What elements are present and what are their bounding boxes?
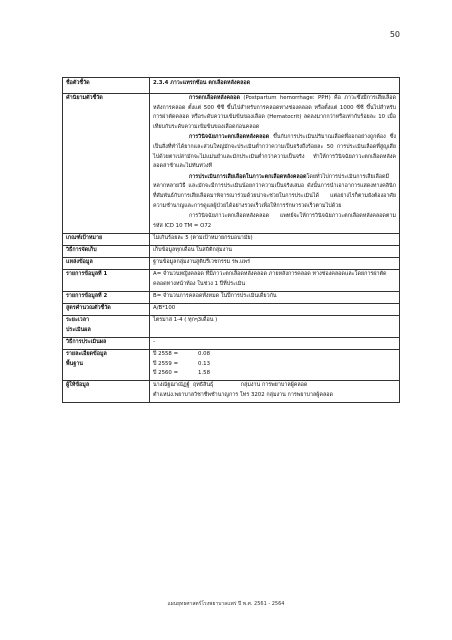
baseline-row — [63, 349, 400, 380]
baseline-value: 0.08 — [198, 351, 211, 358]
definition-label: คำนิยามตัวชี้วัด — [63, 93, 150, 233]
baseline-year: ปี 2559 = — [153, 360, 179, 367]
indicator-name-row — [63, 78, 400, 94]
provider-line-1: นางณัฐฌาณัฏฐ์ ฤทธิสินธุ์ กลุ่มงาน การพยาบาลผู้คลอด — [153, 382, 308, 389]
provider-line-2: ตำแหน่ง.พยาบาลวิชาชีพชำนาญการ โทร 3202 กลุ่มงาน การพยาบาลผู้คลอด — [153, 392, 334, 399]
source-label: แหล่งข้อมูล — [63, 257, 150, 269]
definition-p2-text: ขึ้นกับการประเมินปริมาณเลือดที่ออกอย่างถูกต้อง ซึ่งเป็นสิ่งที่ทำได้ยากและส่วนใหญ่มักจะประเมินต่ำกว่าความเป็นจริงถึงร้อยละ 50 การประเมินเลือดที่สูญเสียไปด้วยตาเปล่ามักจะไม่แม่นยำและมักประเมินต่ำกว่าความเป็นจริง ทำให้การวินิจฉัยภาวะตกเลือดหลังคลอดล่าช้าและไม่ทันท่วงที — [153, 134, 396, 170]
variable-2-label: รายการข้อมูลที่ 2 — [63, 291, 150, 303]
definition-paragraph-4: การวินิจฉัยภาวะตกเลือดหลังคลอด แพทย์จะให้การวินิจฉัยภาวะตกเลือดหลังคลอดตามรหัส ICD 10 TM = O72 — [153, 213, 396, 229]
target-label: เกณฑ์เป้าหมาย — [63, 233, 150, 245]
baseline-label — [63, 349, 150, 380]
period-label-line-2: ประเมินผล — [66, 326, 91, 333]
baseline-item — [153, 350, 396, 360]
page-number: 50 — [389, 30, 400, 39]
baseline-value: 1.58 — [198, 370, 211, 377]
baseline-item — [153, 360, 396, 370]
definition-paragraph-3 — [153, 173, 396, 211]
definition-cell — [150, 93, 400, 233]
definition-paragraph-1 — [153, 94, 396, 132]
baseline-label-line-2: พื้นฐาน — [66, 360, 83, 367]
definition-p2-lead: การวินิจฉัยภาวะตกเลือดหลังคลอด — [189, 134, 270, 141]
provider-label: ผู้ให้ข้อมูล — [63, 380, 150, 402]
variable-1-label: รายการข้อมูลที่ 1 — [63, 269, 150, 291]
variable-2-value: B= จำนวนการคลอดทั้งหมด ในปีการประเมินเดียวกัน — [150, 291, 400, 303]
formula-label: สูตรคำนวณตัวชี้วัด — [63, 303, 150, 315]
definition-p1-lead: การตกเลือดหลังคลอด — [189, 95, 240, 101]
period-label — [63, 315, 150, 337]
method-row — [63, 337, 400, 349]
method-label: วิธีการประเมินผล — [63, 337, 150, 349]
target-value: ไม่เกินร้อยละ 5 (ตามเป้าหมายกรมอนามัย) — [150, 233, 400, 245]
baseline-values — [150, 349, 400, 380]
page-footer: แผนยุทธศาสตร์โรงพยาบาลแพร่ ปี พ.ศ. 2561 - 2564 — [167, 601, 285, 607]
period-value: ไตรมาส 1-4 ( ทุกๆ3เดือน ) — [150, 315, 400, 337]
formula-value: A/B*100 — [150, 303, 400, 315]
definition-row — [63, 93, 400, 233]
definition-p1-text: (Postpartum hemorrhage: PPH) คือ ภาวะซึ่งมีการเสียเลือดหลังการคลอด ตั้งแต่ 500 ซีซี ขึ้นไปสำหรับการคลอดทางช่องคลอด หรือตั้งแต่ 1000 ซีซี ขึ้นไปสำหรับการผ่าตัดคลอด หรือระดับความเข้มข้นของเลือด (Hematocrit) ลดลงมากกว่าหรือเท่ากับร้อยละ 10 เมื่อเทียบกับระดับความเข้มข้นของเลือดก่อนคลอด — [153, 95, 396, 130]
definition-p3-text: โดยทั่วไปการประเมินการเสียเลือดมีหลากหลายวิธี และมักจะมีการประเมินน้อยกว่าความเป็นจริงเสมอ ดังนั้นการนำเอาอาการแสดงทางคลินิกที่สัมพันธ์กับการเสียเลือดมาพิจารณาร่วมด้วยน่าจะช่วยในการประเมินได้ แต่อย่างไรก็ตามยังต้องอาศัยความชำนาญและการดูแลผู้ป่วยได้อย่างรวดเร็วเพื่อให้การรักษารวดเร็วตามไปด้วย — [153, 173, 396, 209]
collection-value: เก็บข้อมูลทุกเดือน ในสถิติกลุ่มงาน — [150, 245, 400, 257]
source-row — [63, 257, 400, 269]
indicator-table — [62, 77, 400, 403]
formula-row — [63, 303, 400, 315]
provider-value — [150, 380, 400, 402]
baseline-value: 0.13 — [198, 360, 211, 367]
baseline-year: ปี 2558 = — [153, 351, 179, 358]
baseline-item — [153, 369, 396, 379]
source-value: ฐานข้อมูลกลุ่มงานสูติบรีเวชกรรม รพ.แพร่ — [150, 257, 400, 269]
indicator-name-label: ชื่อตัวชี้วัด — [63, 78, 150, 94]
definition-p3-lead: การประเมินการเสียเลือดในภาวะตกเลือดหลังคลอด — [189, 173, 307, 180]
provider-row — [63, 380, 400, 402]
variable-2-row — [63, 291, 400, 303]
definition-paragraph-2 — [153, 133, 396, 171]
target-row — [63, 233, 400, 245]
indicator-name-value: 2.3.4 ภาวะแทรกซ้อน ตกเลือดหลังคลอด — [150, 78, 400, 94]
period-row — [63, 315, 400, 337]
variable-1-row — [63, 269, 400, 291]
collection-label: วิธีการจัดเก็บ — [63, 245, 150, 257]
collection-row — [63, 245, 400, 257]
baseline-year: ปี 2560 = — [153, 370, 179, 377]
period-label-line-1: ระยะเวลา — [66, 317, 90, 324]
method-value: - — [150, 337, 400, 349]
variable-1-value: A= จำนวนหญิงคลอด ที่มีภาวะตกเลือดหลังคลอด ภายหลังการคลอด ทางช่องคลอดและโดยการผ่าตัดคลอดทางหน้าท้อง ในช่วง 1 ปีที่ประเมิน — [150, 269, 400, 291]
baseline-label-line-1: รายละเอียดข้อมูล — [66, 351, 107, 358]
